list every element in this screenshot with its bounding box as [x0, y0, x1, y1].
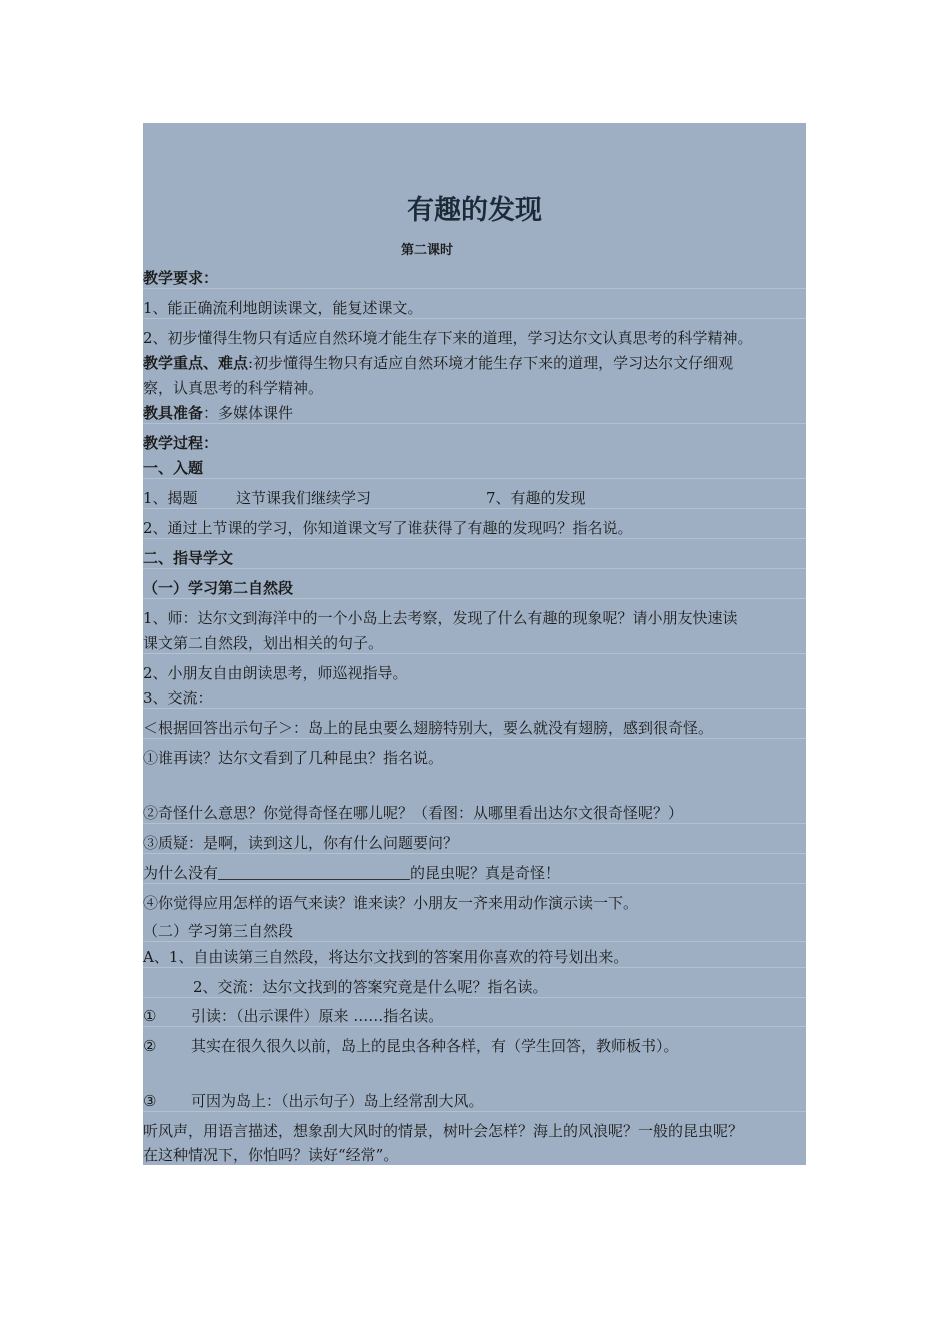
focus-text-2: 察，认真思考的科学精神。 [143, 379, 324, 397]
n1-mark: ① [143, 1007, 157, 1025]
requirements-heading: 教学要求： [143, 268, 806, 289]
part-1-circle-2: ②奇怪什么意思？你觉得奇怪在哪儿呢？（看图：从哪里看出达尔文很奇怪呢？） [143, 803, 806, 824]
section-2-heading: 二、指导学文 [143, 548, 806, 569]
n2-text: 其实在很久很久以前，岛上的昆虫各种各样，有（学生回答，教师板书）。 [191, 1037, 679, 1055]
section-1-heading: 一、入题 [143, 458, 806, 479]
part-1-heading: （一）学习第二自然段 [143, 578, 806, 599]
part-1-quote: ＜根据回答出示句子＞：岛上的昆虫要么翅膀特别大，要么就没有翅膀，感到很奇怪。 [143, 718, 806, 739]
fill-prefix: 为什么没有 [143, 864, 219, 882]
page-subtitle: 第二课时 [400, 243, 453, 258]
fill-suffix: 的昆虫呢？真是奇怪！ [410, 864, 561, 882]
section-1-item-1 [143, 488, 806, 509]
item-1-lesson: 7、有趣的发现 [486, 489, 586, 507]
page-title: 有趣的发现 [407, 195, 542, 226]
part-1-item-3: 3、交流： [143, 688, 806, 709]
tools-label: 教具准备 [143, 404, 204, 422]
blank-line [218, 865, 410, 880]
part-2-n2 [143, 1036, 806, 1056]
process-heading: 教学过程： [143, 434, 219, 452]
tools-text: ：多媒体课件 [203, 404, 294, 422]
part-1-item-1b: 课文第二自然段，划出相关的句子。 [143, 633, 806, 654]
part-1-fill-blank [143, 863, 806, 884]
part-2-heading: （二）学习第三自然段 [143, 921, 806, 942]
part-1-item-1a: 1、师：达尔文到海洋中的一个小岛上去考察，发现了什么有趣的现象呢？请小朋友快速读 [143, 609, 738, 627]
part-1-circle-4: ④你觉得应用怎样的语气来读？谁来读？小朋友一齐来用动作演示读一下。 [143, 894, 639, 912]
part-2-last-b: 在这种情况下，你怕吗？读好“经常”。 [143, 1146, 399, 1164]
item-1-text: 这节课我们继续学习 [236, 489, 372, 507]
n2-mark: ② [143, 1037, 157, 1055]
part-1-item-2: 2、小朋友自由朗读思考，师巡视指导。 [143, 664, 408, 682]
part-2-a2 [143, 977, 806, 998]
requirement-1: 1、能正确流利地朗读课文，能复述课文。 [143, 298, 806, 319]
part-2-a1: A、1、自由读第三自然段，将达尔文找到的答案用你喜欢的符号划出来。 [143, 947, 806, 968]
item-1-label: 1、揭题 [143, 489, 198, 507]
part-1-circle-3: ③质疑：是啊，读到这儿，你有什么问题要问？ [143, 833, 806, 854]
part-2-a2-text: 2、交流：达尔文找到的答案究竟是什么呢？指名读。 [193, 978, 548, 996]
section-1-item-2: 2、通过上节课的学习，你知道课文写了谁获得了有趣的发现吗？指名说。 [143, 518, 806, 539]
part-1-circle-1: ①谁再读？达尔文看到了几种昆虫？指名说。 [143, 749, 444, 767]
focus-text-1: :初步懂得生物只有适应自然环境才能生存下来的道理，学习达尔文仔细观 [248, 354, 734, 372]
tools-line [143, 403, 806, 424]
n1-text: 引读：（出示课件）原来 ……指名读。 [191, 1007, 444, 1025]
n3-text: 可因为岛上：（出示句子）岛上经常刮大风。 [191, 1092, 484, 1110]
n3-mark: ③ [143, 1092, 157, 1110]
focus-label: 教学重点、难点 [143, 354, 249, 372]
part-2-last-a: 听风声，用语言描述，想象刮大风时的情景，树叶会怎样？海上的风浪呢？一般的昆虫呢？ [143, 1122, 744, 1140]
part-2-n1 [143, 1006, 806, 1027]
focus-line-1 [143, 353, 806, 373]
requirement-2: 2、初步懂得生物只有适应自然环境才能生存下来的道理，学习达尔文认真思考的科学精神。 [143, 329, 753, 347]
part-2-n3 [143, 1091, 806, 1112]
